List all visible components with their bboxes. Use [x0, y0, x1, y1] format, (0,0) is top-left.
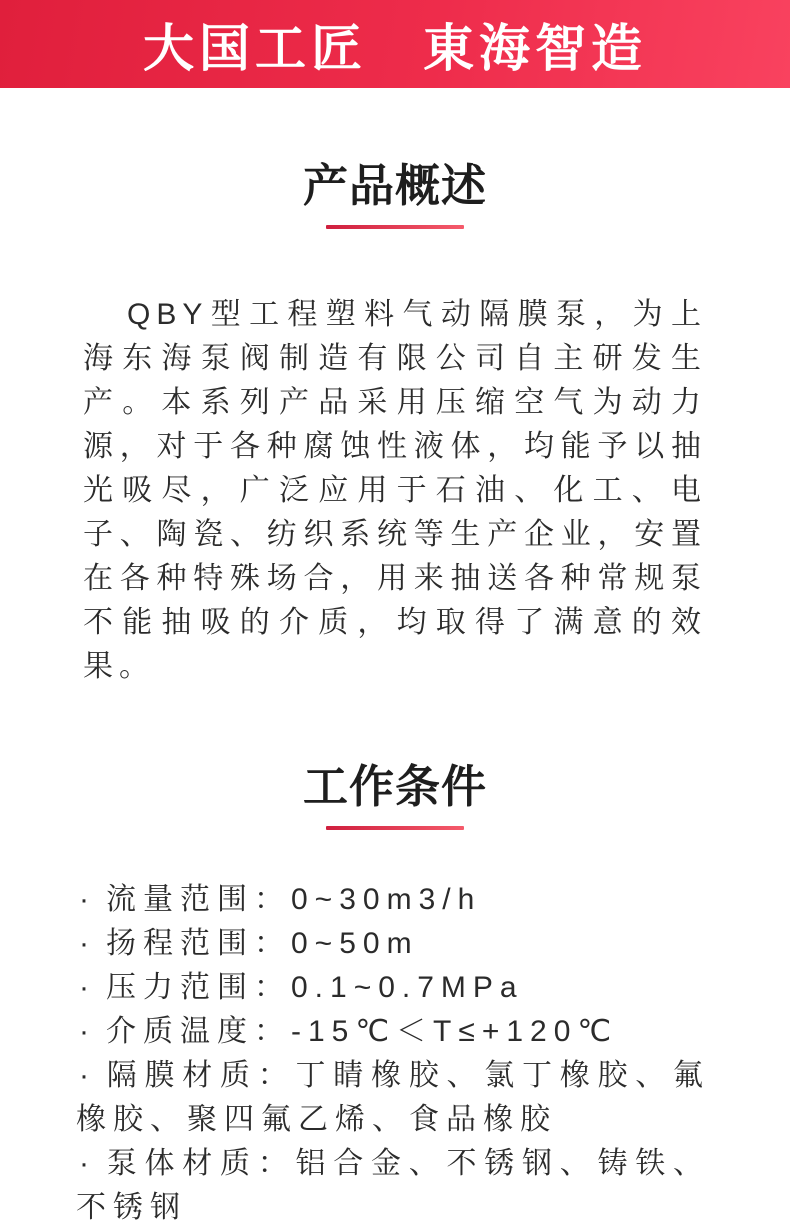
- condition-text-pressure-range: 压力范围：0.1~0.7MPa: [106, 971, 524, 1004]
- section-title-conditions: 工作条件: [302, 761, 487, 812]
- condition-text-flow-range: 流量范围：0~30m3/h: [106, 883, 482, 916]
- header-banner: [0, 0, 790, 88]
- title-underline-overview: [326, 225, 464, 229]
- bullet-icon: ·: [79, 927, 89, 960]
- section-title-overview: 产品概述: [302, 160, 487, 211]
- condition-text-head-range: 扬程范围：0~50m: [106, 927, 419, 960]
- bullet-icon: ·: [79, 883, 89, 916]
- condition-text-medium-temperature: 介质温度：-15℃＜T≤+120℃: [106, 1015, 619, 1048]
- condition-text-diaphragm-material: 隔膜材质：丁睛橡胶、氯丁橡胶、氟橡胶、聚四氟乙烯、食品橡胶: [76, 1059, 710, 1136]
- overview-paragraph: QBY型工程塑料气动隔膜泵，为上海东海泵阀制造有限公司自主研发生产。本系列产品采用压缩空气为动力源，对于各种腐蚀性液体，均能予以抽光吸尽，广泛应用于石油、化工、电子、陶瓷、纺织系统等生产企业，安置在各种特殊场合，用来抽送各种常规泵不能抽吸的介质，均取得了满意的效果。: [83, 298, 707, 683]
- condition-item-diaphragm-material: [76, 1054, 710, 1142]
- condition-item-medium-temperature: [76, 1010, 710, 1054]
- condition-item-pump-body-material: [76, 1142, 710, 1230]
- bullet-icon: ·: [79, 971, 89, 1004]
- working-conditions-list: [0, 878, 790, 1230]
- condition-item-pressure-range: [76, 966, 710, 1010]
- title-underline-conditions: [326, 826, 464, 830]
- condition-item-flow-range: [76, 878, 710, 922]
- bullet-icon: ·: [79, 1059, 89, 1092]
- condition-text-pump-body-material: 泵体材质：铝合金、不锈钢、铸铁、不锈钢: [76, 1147, 710, 1224]
- bullet-icon: ·: [79, 1147, 89, 1180]
- condition-item-head-range: [76, 922, 710, 966]
- bullet-icon: ·: [79, 1015, 89, 1048]
- banner-title: 大国工匠 東海智造: [142, 20, 647, 77]
